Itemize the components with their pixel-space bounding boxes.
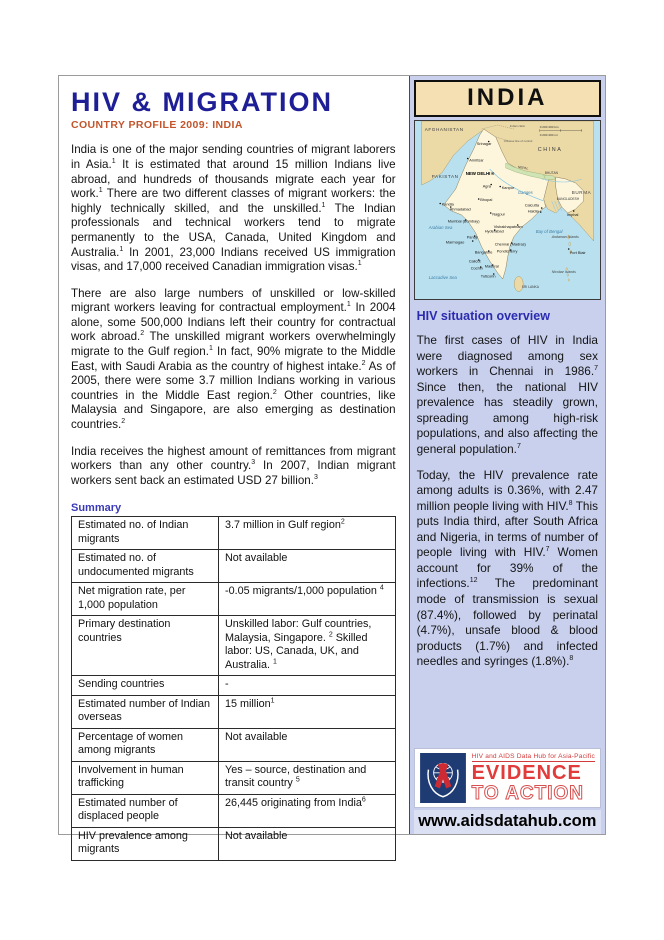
summary-table-body [72, 517, 396, 860]
map-sri-lanka-shape [514, 277, 523, 292]
logo-to-action-text: TO ACTION [471, 783, 585, 804]
map-label-pakistan: PAKISTAN [431, 174, 459, 179]
map-city-chennai: Chennai (Madras) [494, 241, 526, 247]
india-map-svg [415, 121, 600, 299]
summary-table-row [72, 827, 396, 860]
data-hub-logo [414, 748, 601, 808]
summary-table [71, 516, 396, 860]
capital-star-dot [492, 173, 493, 174]
summary-table-row [72, 583, 396, 616]
map-sea-laccadive: Laccadive Sea [428, 275, 457, 280]
summary-row-label: Primary destination countries [72, 616, 219, 676]
map-scale-km: 0 200 400 km [539, 125, 559, 129]
summary-row-label: Involvement in human trafficking [72, 761, 219, 794]
map-city-madurai: Madurai [484, 263, 499, 269]
map-city-pondicherry: Pondicherry [496, 248, 518, 254]
map-city-tuticorin: Tuticorin [480, 273, 496, 279]
page-title: HIV & MIGRATION [71, 87, 333, 117]
india-map [414, 120, 601, 300]
map-sea-bengal: Bay of Bengal [535, 229, 563, 234]
summary-row-value: 15 million$^1$ [219, 695, 396, 728]
website-url: www.aidsdatahub.com [414, 810, 601, 834]
summary-row-label: HIV prevalence among migrants [72, 827, 219, 860]
summary-table-row [72, 616, 396, 676]
map-city-imphal: Imphal [566, 212, 578, 217]
summary-row-value: Not available [219, 550, 396, 583]
map-city-hyderabad: Hyderabad [484, 228, 504, 234]
country-profile-document [58, 75, 606, 856]
summary-row-label: Sending countries [72, 676, 219, 695]
logo-wordmark [472, 753, 595, 803]
map-note-indian-claim: Indian claim [509, 124, 525, 128]
summary-row-value: -0.05 migrants/1,000 population $^4$ [219, 583, 396, 616]
map-islands-andaman: Andaman Islands [551, 235, 579, 239]
intro-paragraph-2: There are also large numbers of unskilled or low-skilled migrant workers leaving for contractual employment.$^1$ In 2004 alone, some 500,000 Indians left their country for contractual work abroad.$^2$ The unskilled migrant workers overwhelmingly migrate to the Gulf region.$^1$ In fact, 90% migrate to the Middle East, with Saudi Arabia as the country of highest intake.$^2$ As of 2005, there were some 3.7 million Indians working in various countries in the Middle East region.$^2$ Other countries, like Malaysia and Singapore, are also emerging as destination countries.$^2$ [71, 286, 396, 432]
map-city-cochin: Cochin [470, 265, 483, 271]
map-label-burma: BURMA [571, 190, 591, 195]
overview-paragraph-2: Today, the HIV prevalence rate among adults is 0.36%, with 2.47 million people living with HIV.$^8$ This puts India third, after South Africa and Nigeria, in terms of number of people living with HIV.$^7$ Women account for 39% of the infections.$^{12}$ The predominant mode of transmission is sexual (87.4%), followed by perinatal (4.7%), unsafe blood & blood products (1.7%) and infected needles and syringes (1.8%).$^8$ [416, 467, 598, 669]
summary-row-label: Estimated number of displaced people [72, 794, 219, 827]
overview-heading: HIV situation overview [416, 309, 550, 323]
logo-tagline: HIV and AIDS Data Hub for Asia-Pacific [471, 753, 595, 760]
map-city-kandla: Kandla [441, 201, 454, 207]
main-column [59, 76, 409, 856]
map-city-agra: Agra [482, 183, 491, 189]
summary-row-value: 26,445 originating from India$^6$ [219, 794, 396, 827]
summary-row-value: - [219, 676, 396, 695]
page-subtitle: COUNTRY PROFILE 2009: INDIA [71, 119, 243, 132]
map-river-label: Ganges [517, 190, 533, 195]
map-label-sri-lanka: SRI LANKA [521, 285, 539, 289]
map-city-mumbai: Mumbai (Bombay) [447, 218, 480, 224]
map-city-ahmadabad: Ahmadabad [449, 206, 471, 212]
summary-row-value: Yes – source, destination and transit country $^5$ [219, 761, 396, 794]
map-city-nagpur: Nagpur [491, 211, 505, 217]
summary-row-label: Percentage of women among migrants [72, 728, 219, 761]
map-label-china: CHINA [537, 147, 563, 153]
intro-paragraph-3: India receives the highest amount of remittances from migrant workers than any other country.$^3$ In 2007, Indian migrant workers sent back an estimated USD 27 billion.$^3$ [71, 444, 396, 487]
map-label-bangladesh: BANGLADESH [556, 197, 579, 201]
summary-row-label: Estimated number of Indian overseas [72, 695, 219, 728]
summary-table-row [72, 761, 396, 794]
summary-table-row [72, 517, 396, 550]
map-city-calicut: Calicut [468, 258, 481, 264]
map-city-srinagar: Srinagar [476, 141, 492, 146]
summary-heading: Summary [71, 502, 122, 515]
map-sea-arabian: Arabian Sea [428, 225, 452, 230]
map-city-amritsar: Amritsar [468, 157, 484, 163]
summary-table-row [72, 550, 396, 583]
intro-paragraph-1: India is one of the major sending countries of migrant laborers in Asia.$^1$ It is estimated that around 15 million Indians live abroad, and hundreds of thousands migrate each year for work.$^1$ There are two different classes of migrant workers: the highly technically skilled, and the unskilled.$^1$ The Indian professionals and technical workers tend to migrate permanently to the USA, Canada, United Kingdom and Australia.$^1$ In 2001, 23,000 Indians received US immigration visas, and 17,000 received Canadian immigration visas.$^1$ [71, 143, 396, 274]
map-city-marmagao: Marmagao [445, 239, 464, 245]
summary-table-row [72, 728, 396, 761]
overview-paragraph-1: The first cases of HIV in India were diagnosed among sex workers in Chennai in 1986.$^7$ Since then, the national HIV prevalence has steadily grown, spreading among high-risk populations, and also affecting the general population.$^7$ [416, 333, 598, 456]
summary-row-value: Not available [219, 827, 396, 860]
sidebar-panel [409, 76, 605, 834]
map-islands-nicobar: Nicobar Islands [551, 270, 576, 274]
map-label-afghanistan: AFGHANISTAN [424, 127, 464, 132]
un-emblem-icon [420, 753, 466, 803]
summary-table-row [72, 695, 396, 728]
summary-table-row [72, 676, 396, 695]
map-city-vishakhapatnam: Vishakhapatnam [493, 224, 523, 229]
summary-row-value: Not available [219, 728, 396, 761]
map-city-port-blair: Port Blair [569, 250, 586, 255]
logo-evidence-text: EVIDENCE [471, 762, 582, 784]
map-scale-mi: 0 200 400 mi [539, 133, 558, 137]
map-city-calcutta: Calcutta [524, 202, 539, 208]
summary-row-value: 3.7 million in Gulf region$^2$ [219, 517, 396, 550]
map-city-haldia: Haldia [527, 208, 539, 214]
summary-row-value: Unskilled labor: Gulf countries, Malaysia, Singapore. $^2$ Skilled labor: US, Canada, UK, and Australia. $^1$ [219, 616, 396, 676]
summary-row-label: Estimated no. of Indian migrants [72, 517, 219, 550]
summary-row-label: Net migration rate, per 1,000 population [72, 583, 219, 616]
map-city-bhopal: Bhopal [479, 197, 492, 202]
map-label-nepal: NEPAL [517, 165, 529, 171]
summary-row-label: Estimated no. of undocumented migrants [72, 550, 219, 583]
map-note-line-of-control: Chinese line of control [503, 139, 532, 143]
map-city-kanpur: Kanpur [501, 185, 514, 190]
country-name-header: INDIA [414, 80, 601, 117]
map-label-new-delhi: NEW DELHI [465, 171, 490, 176]
map-city-panaji: Panaji [466, 234, 478, 240]
map-city-bangalore: Bangalore [474, 249, 493, 255]
map-label-bhutan: BHUTAN [544, 171, 558, 175]
summary-table-row [72, 794, 396, 827]
